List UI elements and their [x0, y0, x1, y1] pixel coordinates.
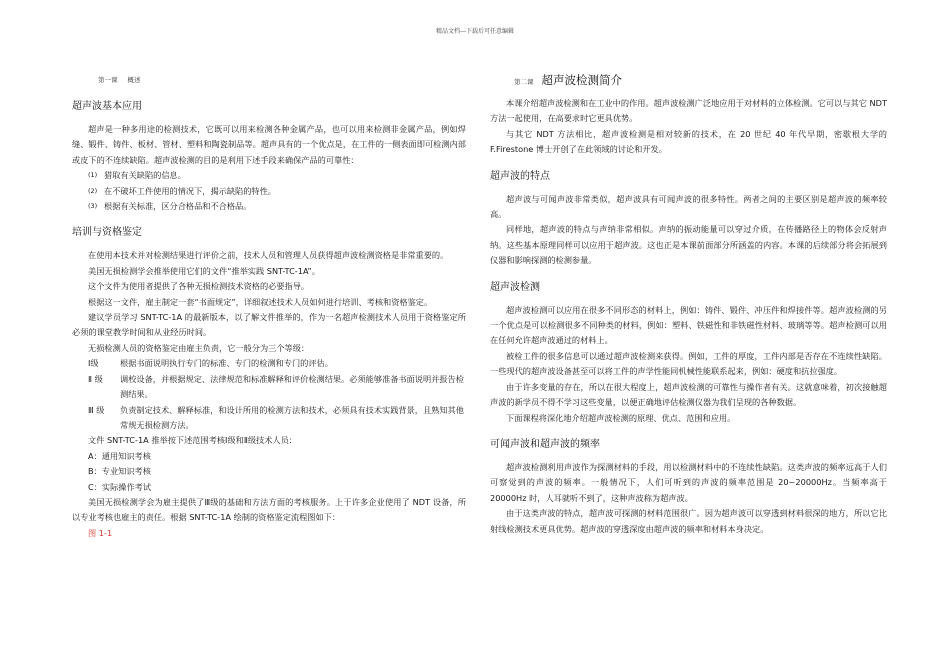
figure-link[interactable]: 图 1-1 [88, 527, 113, 538]
exam-topic: A：通用知识考核 [88, 450, 151, 461]
level-item: Ⅲ 级 负责制定技术、解释标准，和设计所用的检测方法和技术，必须具有技术实践背景，且熟知其他常规无损检测方法。 [88, 404, 464, 430]
paragraph-frequency-2: 由于这类声波的特点，超声波可探测的材料范围很广。因为超声波可以穿透到材料很深的地方，所以它比射线检测技术更具优势。超声波的穿透深度由超声波的频率和材料本身决定。 [490, 508, 887, 534]
paragraph-basic-application: 超声是一种多用途的检测技术，它既可以用来检测各种金属产品，也可以用来检测非金属产品，例如焊缝、锻件、铸件、板材、管材、塑料和陶瓷制品等。超声具有的一个优点是，在工件的一侧表面即可检测内部或皮下的不连续缺陷。超声波检测的目的是利用下述手段来确保产品的可靠性： [72, 124, 466, 165]
paragraph-doc: 这个文件为使用者提供了各种无损检测技术资格的必要指导。 [88, 281, 310, 292]
lesson-number: 第二课 [514, 78, 534, 86]
paragraph-snt: 美国无损检测学会推举使用它们的文件“推举实践 SNT-TC-1A”。 [88, 265, 320, 276]
section-title-testing: 超声波检测 [490, 281, 540, 293]
lesson-label-left [72, 72, 466, 88]
paragraph-testing-4: 下面课程将深化地介绍超声波检测的原理、优点、范围和应用。 [506, 412, 736, 423]
lesson-name: 概述 [127, 76, 141, 84]
paragraph-exam: 文件 SNT-TC-1A 推举按下述范围考核Ⅰ级和Ⅱ级技术人员： [88, 435, 297, 446]
paragraph-testing-3: 由于许多变量的存在，所以在很大程度上，超声波检测的可靠性与操作者有关。这就意味着，初次接触超声波的新学员不得不学习这些变量，以便正确地评估检测仪器为我们呈现的各种数据。 [490, 381, 887, 408]
section-title-frequency: 可闻声波和超声波的频率 [490, 438, 600, 450]
list-item: (1) 猎取有关缺陷的信息。 [88, 170, 186, 181]
lesson-header-right [490, 72, 887, 88]
paragraph-levels-intro: 无损检测人员的资格鉴定由雇主负责，它一般分为三个等级： [88, 342, 310, 353]
paragraph-frequency-1: 超声波检测利用声波作为探测材料的手段，用以检测材料中的不连续性缺陷。这类声波的频率远高于人们可察觉到的声波的频率。一般情况下，人们可听到的声波的频率范围是 20~20000Hz。当频率高于 20000Hz 时，人耳就听不到了，这种声波称为超声波。 [490, 461, 887, 503]
paragraph-intro-2: 与其它 NDT 方法相比，超声波检测是相对较新的技术，在 20 世纪 40 年代早期，密歇根大学的 F.Firestone 博士开创了在此领域的讨论和开发。 [490, 128, 887, 155]
section-title-training: 培训与资格鉴定 [72, 227, 142, 239]
purpose-list [72, 168, 466, 214]
section-title-features: 超声波的特点 [490, 170, 550, 182]
paragraph-employer: 根据这一文件，雇主制定一套“书面规定”，详细叙述技术人员如何进行培训、考核和资格鉴定。 [88, 296, 433, 307]
paragraph-features-2: 同样地，超声波的特点与声纳非常相似。声纳的振动能量可以穿过介质，在传播路径上的物体会反射声纳。这些基本原理同样可以应用于超声波。这也正是本课前面部分所涵盖的内容。本课的后续部分将会拓展到仪器和影响探测的检测参量。 [490, 224, 887, 266]
paragraph-suggest: 建议学员学习 SNT-TC-1A 的最新版本，以了解文件推举的，作为一名超声检测技术人员用于资格鉴定所必须的课堂教学时间和从业经历时间。 [72, 312, 466, 338]
list-item: (3) 根据有关标准，区分合格品和不合格品。 [88, 201, 252, 212]
paragraph-testing-1: 超声波检测可以应用在很多不同形态的材料上，例如：铸件、锻件、冲压件和焊接件等。超声波检测的另一个优点是可以检测很多不同种类的材料，例如：塑料、铁磁性和非铁磁性材料、玻璃等等。超声检测可以用在任何允许超声波通过的材料上。 [490, 304, 887, 346]
paragraph-features-1: 超声波与可闻声波非常类似，超声波具有可闻声波的很多特性。两者之间的主要区别是超声波的频率较高。 [490, 193, 887, 220]
level-item: Ⅰ级 根据书面说明执行专门的标准、专门的检测和专门的评估。 [88, 358, 333, 369]
paragraph-intro: 在使用本技术并对检测结果进行评价之前，技术人员和管理人员获得超声波检测资格是非常重要的。 [88, 250, 449, 261]
page-header-note: 精品文档---下载后可任意编辑 [435, 28, 515, 35]
list-item: (2) 在不破坏工件使用的情况下，揭示缺陷的特性。 [88, 185, 276, 196]
left-column [72, 72, 466, 541]
paragraph-testing-2: 被检工件的很多信息可以通过超声波检测来获得。例如，工件的厚度，工件内部是否存在不连续性缺陷。一些现代的超声波设备甚至可以将工件的声学性能同机械性能联系起来，例如：硬度和抗拉强度。 [490, 350, 887, 377]
paragraph-intro-1: 本课介绍超声波检测和在工业中的作用。超声波检测广泛地应用于对材料的立体检测。它可以与其它 NDT 方法一起使用，在高要求时它更具优势。 [490, 98, 887, 124]
exam-topic: B：专业知识考核 [88, 466, 151, 477]
exam-topic: C：实际操作考试 [88, 481, 152, 492]
paragraph-final: 美国无损检测学会为雇主提供了Ⅲ级的基础和方法方面的考核服务。上于许多企业使用了 NDT 设备，所以专业考核也雇主的责任。根据 SNT-TC-1A 绘制的资格鉴定流程图如下： [72, 496, 466, 523]
lesson-number: 第一课 [98, 76, 118, 84]
section-title-basic-application: 超声波基本应用 [72, 101, 142, 112]
right-column [490, 72, 887, 537]
level-item: Ⅱ 级 调校设备，并根据规定、法律规范和标准解释和评价检测结果。必须能够准备书面说明并报告检测结果。 [88, 373, 464, 400]
lesson-title: 超声波检测简介 [541, 73, 622, 87]
